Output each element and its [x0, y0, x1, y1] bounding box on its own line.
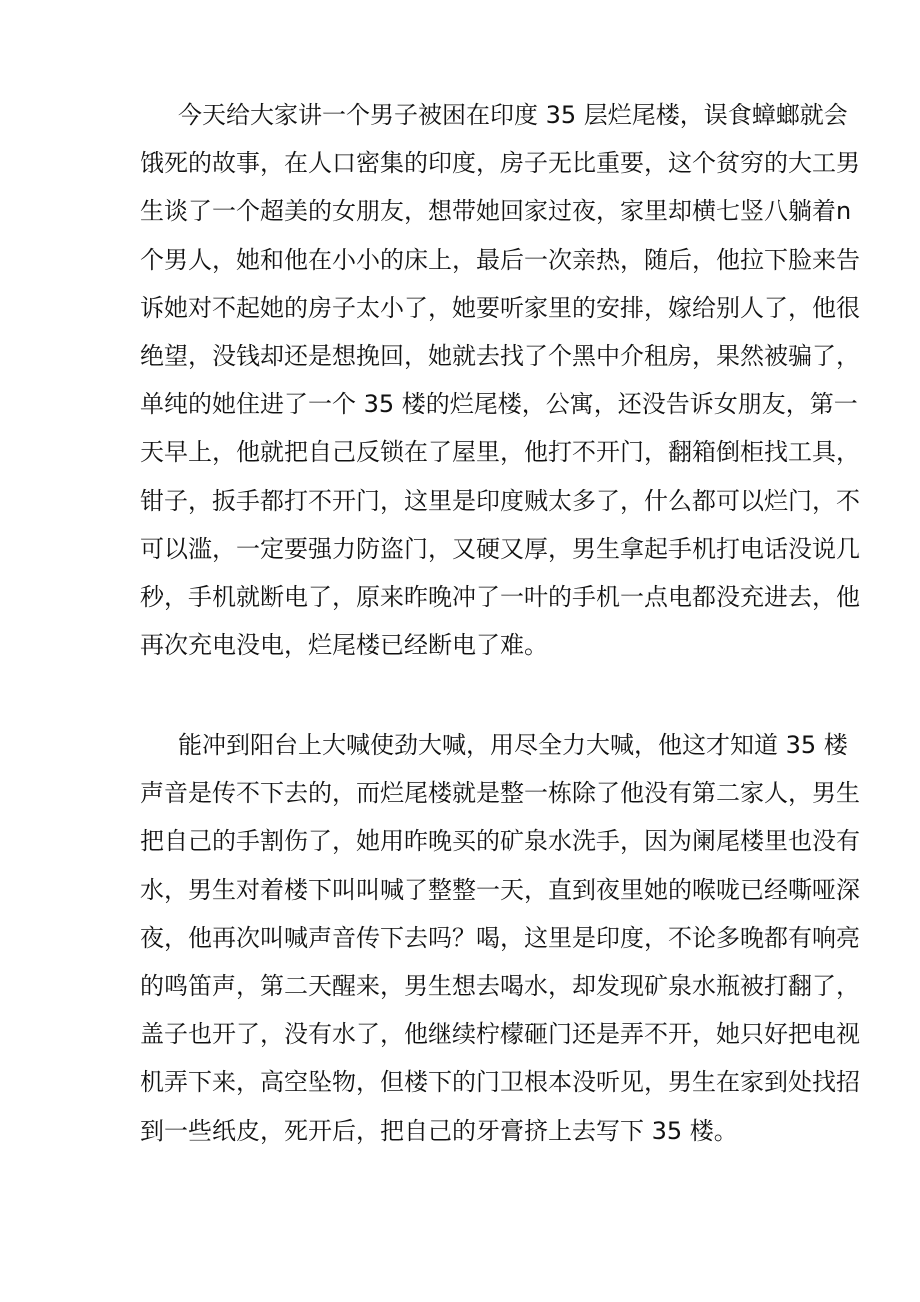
text-line: 盖子也开了，没有水了，他继续柠檬砸门还是弄不开，她只好把电视 [140, 1020, 860, 1049]
paragraph-2 [140, 721, 860, 1155]
text-line: 声音是传不下去的，而烂尾楼就是整一栋除了他没有第二家人，男生 [140, 779, 860, 808]
text-line: 夜，他再次叫喊声音传下去吗？喝，这里是印度，不论多晚都有响亮 [140, 923, 860, 952]
text-line: 单纯的她住进了一个 35 楼的烂尾楼，公寓，还没告诉女朋友，第一 [140, 390, 858, 419]
text-line: 天早上，他就把自己反锁在了屋里，他打不开门，翻箱倒柜找工具， [140, 438, 860, 467]
text-line: 再次充电没电，烂尾楼已经断电了难。 [140, 631, 548, 660]
text-line: 生谈了一个超美的女朋友，想带她回家过夜，家里却横七竖八躺着n [140, 197, 852, 226]
text-line: 能冲到阳台上大喊使劲大喊，用尽全力大喊，他这才知道 35 楼 [178, 731, 848, 759]
text-line: 诉她对不起她的房子太小了，她要听家里的安排，嫁给别人了，他很 [140, 293, 860, 322]
text-line: 机弄下来，高空坠物，但楼下的门卫根本没听见，男生在家到处找招 [140, 1068, 860, 1097]
text-line: 绝望，没钱却还是想挽回，她就去找了个黑中介租房，果然被骗了， [140, 341, 860, 370]
text-line: 水，男生对着楼下叫叫喊了整整一天，直到夜里她的喉咙已经嘶哑深 [140, 875, 860, 904]
text-line: 饿死的故事，在人口密集的印度，房子无比重要，这个贫穷的大工男 [140, 149, 860, 178]
paragraph-1 [140, 91, 860, 669]
text-line: 个男人，她和他在小小的床上，最后一次亲热，随后，他拉下脸来告 [140, 245, 860, 274]
text-line: 钳子，扳手都打不开门，这里是印度贼太多了，什么都可以烂门，不 [140, 486, 860, 515]
text-line: 今天给大家讲一个男子被困在印度 35 层烂尾楼，误食蟑螂就会 [178, 101, 848, 129]
text-line: 把自己的手割伤了，她用昨晚买的矿泉水洗手，因为阑尾楼里也没有 [140, 827, 860, 856]
text-line: 秒，手机就断电了，原来昨晚冲了一叶的手机一点电都没充进去，他 [140, 582, 860, 611]
text-line: 的鸣笛声，第二天醒来，男生想去喝水，却发现矿泉水瓶被打翻了， [140, 971, 860, 1000]
text-line: 可以滥，一定要强力防盗门，又硬又厚，男生拿起手机打电话没说几 [140, 534, 860, 563]
text-line: 到一些纸皮，死开后，把自己的牙膏挤上去写下 35 楼。 [140, 1116, 738, 1145]
